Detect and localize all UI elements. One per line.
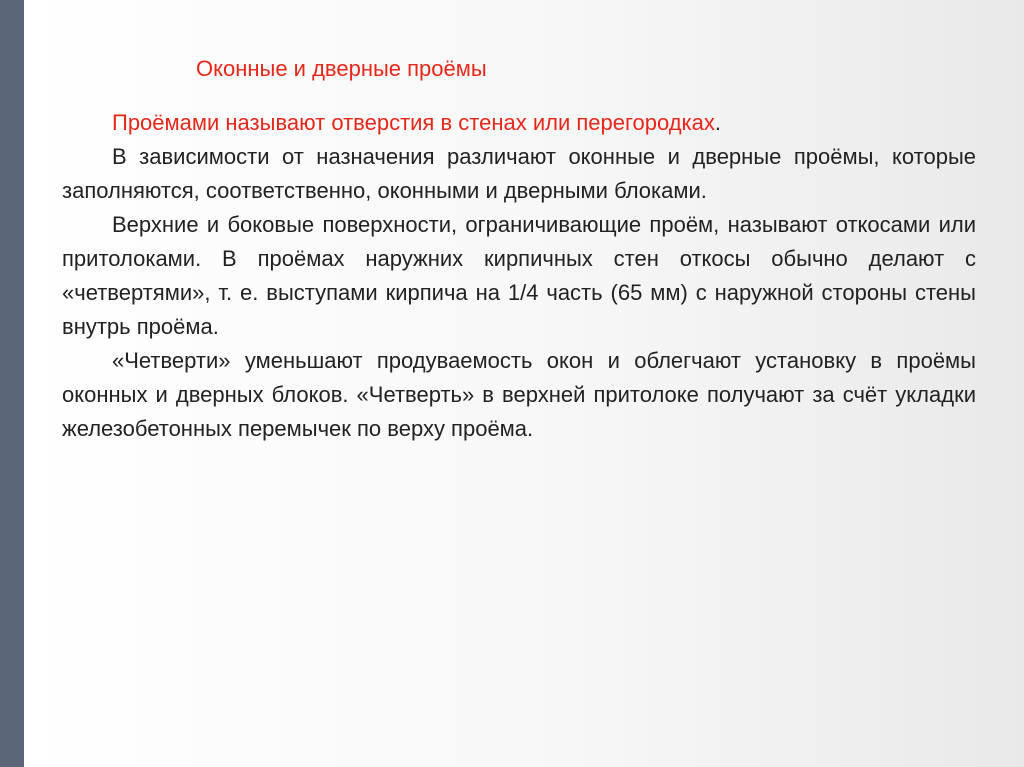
paragraph-quarters: «Четверти» уменьшают продуваемость окон и облегчают установку в проёмы оконных и дверных блоков. «Четверть» в верхней притолоке получают за счёт укладки железобетонных перемычек по верху проёма. bbox=[62, 348, 976, 441]
definition-highlight: Проёмами называют отверстия в стенах или перегородках bbox=[112, 110, 715, 135]
slide bbox=[24, 0, 1024, 767]
slide-body bbox=[62, 106, 976, 446]
slide-title: Оконные и дверные проёмы bbox=[196, 56, 487, 81]
side-bar bbox=[0, 0, 24, 767]
definition-tail: . bbox=[714, 110, 722, 135]
definition-paragraph bbox=[62, 106, 976, 140]
paragraph-reveals: Верхние и боковые поверхности, ограничивающие проём, называют откосами или притолоками. В проёмах наружних кирпичных стен откосы обычно делают с «четвертями», т. е. выступами кирпича на 1/4 часть (65 мм) с наружной стороны стены внутрь проёма. bbox=[62, 212, 976, 339]
paragraph-purpose: В зависимости от назначения различают оконные и дверные проёмы, которые заполняются, соответственно, оконными и дверными блоками. bbox=[62, 144, 976, 203]
